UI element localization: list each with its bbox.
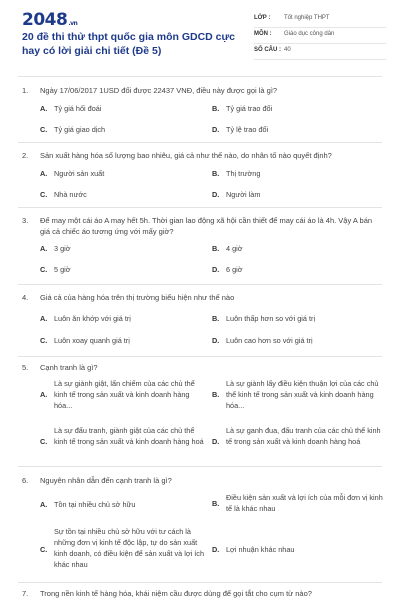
meta-value: Tốt nghiệp THPT xyxy=(284,15,330,21)
question-text: Sản xuất hàng hóa số lượng bao nhiêu, giá cả như thế nào, do nhân tố nào quyết định? xyxy=(40,151,332,160)
divider xyxy=(18,356,382,357)
meta-key: SỐ CÂU : xyxy=(254,47,281,53)
question-text: Cạnh tranh là gì? xyxy=(40,363,98,372)
divider xyxy=(18,142,382,143)
page-title: 20 đề thi thử thpt quốc gia môn GDCD cực hay có lời giải chi tiết (Đề 5) xyxy=(22,31,235,57)
divider xyxy=(18,466,382,467)
question-number: 5. xyxy=(22,363,29,372)
question-number: 7. xyxy=(22,589,29,598)
question-text: Ngày 17/06/2017 1USD đổi được 22437 VNĐ, điều này được gọi là gì? xyxy=(40,86,278,95)
meta-row-count xyxy=(254,44,386,60)
meta-key: MÔN : xyxy=(254,31,272,37)
question-number: 4. xyxy=(22,293,29,302)
meta-key: LỚP : xyxy=(254,15,271,21)
question-number: 2. xyxy=(22,151,29,160)
divider xyxy=(18,207,382,208)
question-text: Giá cả của hàng hóa trên thị trường biểu hiện như thế nào xyxy=(40,293,235,302)
divider xyxy=(18,284,382,285)
meta-row-subject xyxy=(254,28,386,44)
meta-row-class xyxy=(254,12,386,28)
question-text: Nguyên nhân dẫn đến cạnh tranh là gì? xyxy=(40,476,172,485)
question-number: 3. xyxy=(22,216,29,225)
question-text: Trong nền kinh tế hàng hóa, khái niệm cầu được dùng để gọi tắt cho cụm từ nào? xyxy=(40,589,312,598)
divider xyxy=(18,76,382,77)
meta-value: Giáo dục công dân xyxy=(284,31,335,37)
question-number: 6. xyxy=(22,476,29,485)
page-header xyxy=(0,0,400,66)
question-number: 1. xyxy=(22,86,29,95)
meta-table xyxy=(254,12,386,60)
question-text: Để may một cái áo A may hết 5h. Thời gian lao động xã hội cần thiết để may cái áo là 4h. Vậy A bán giá cả chiếc áo tương ứng với mấy giờ? xyxy=(40,216,373,236)
divider xyxy=(18,582,382,583)
site-logo[interactable]: 2048.vn xyxy=(22,10,78,30)
meta-value: 40 xyxy=(284,47,291,53)
